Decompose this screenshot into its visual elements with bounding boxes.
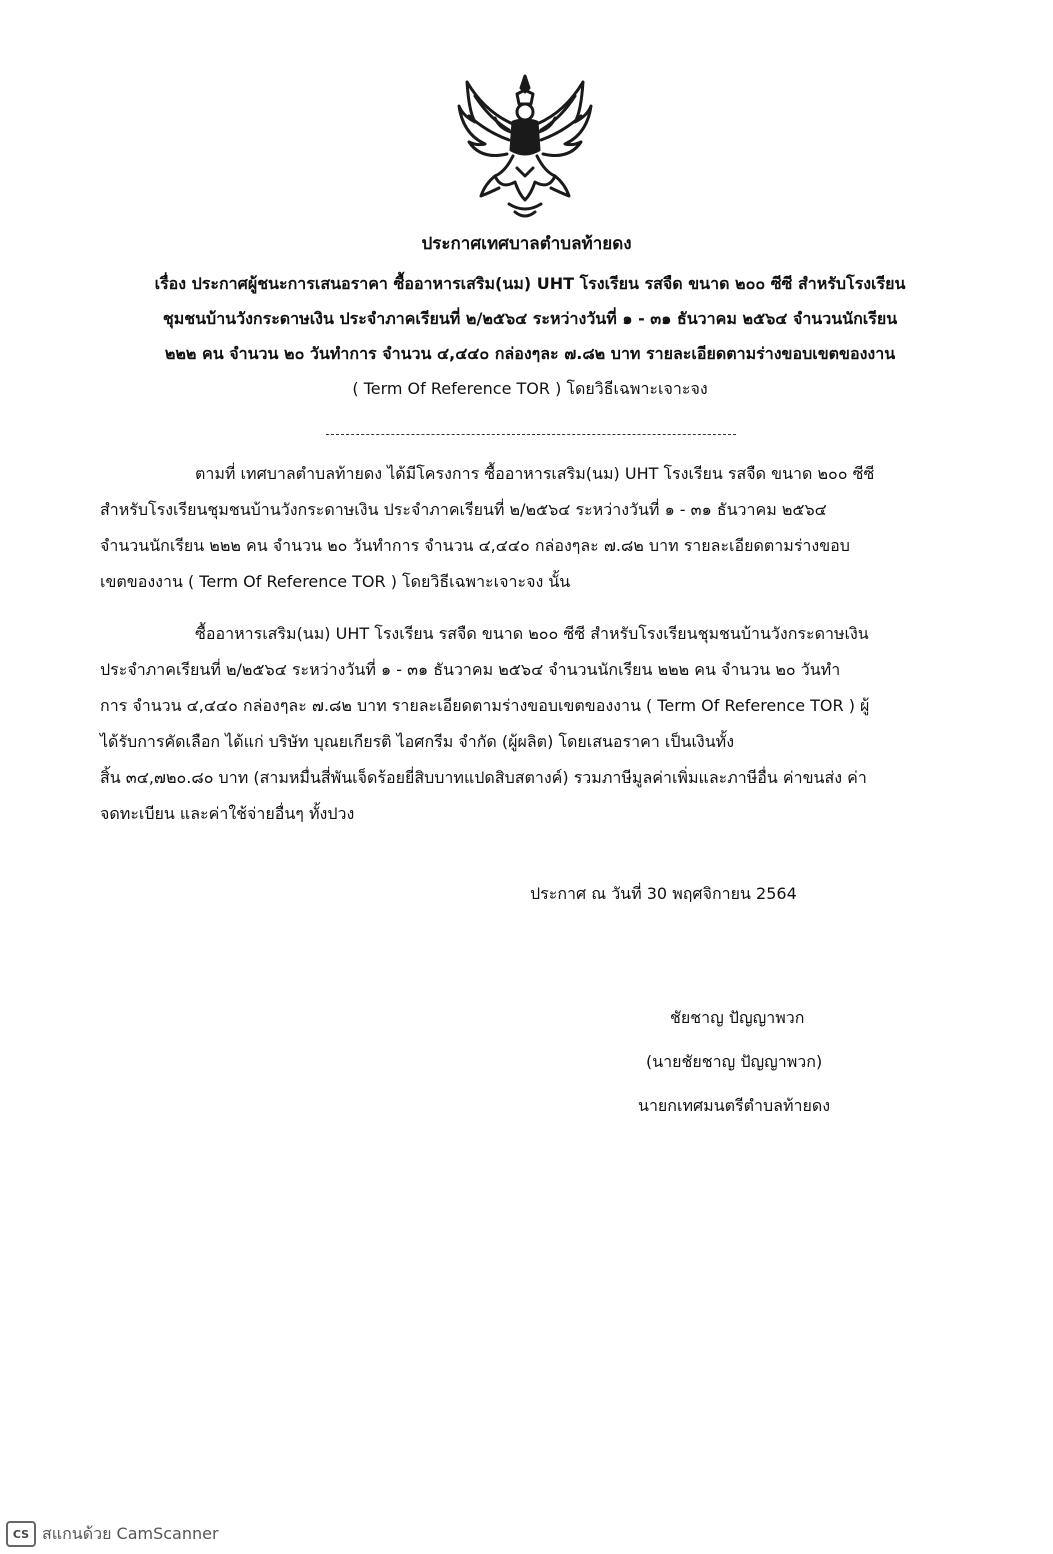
subject-line: ( Term Of Reference TOR ) โดยวิธีเฉพาะเจาะจง bbox=[352, 379, 708, 398]
paragraph-line: ซื้ออาหารเสริม(นม) UHT โรงเรียน รสจืด ขนาด ๒๐๐ ซีซี สำหรับโรงเรียนชุมชนบ้านวังกระดาษเงิน bbox=[195, 624, 869, 643]
paragraph-line: สิ้น ๓๔,๗๒๐.๘๐ บาท (สามหมื่นสี่พันเจ็ดร้อยยี่สิบบาทแปดสิบสตางค์) รวมภาษีมูลค่าเพิ่มและภาษีอื่น ค่าขนส่ง ค่า bbox=[100, 768, 867, 787]
paragraph-line: จำนวนนักเรียน ๒๒๒ คน จำนวน ๒๐ วันทำการ จำนวน ๔,๔๔๐ กล่องๆละ ๗.๘๒ บาท รายละเอียดตามร่างขอบ bbox=[100, 536, 850, 555]
paragraph-1 bbox=[100, 456, 950, 600]
subject-block bbox=[105, 266, 955, 406]
paragraph-2 bbox=[100, 616, 950, 832]
garuda-emblem-icon bbox=[455, 72, 595, 222]
paragraph-line: ประจำภาคเรียนที่ ๒/๒๕๖๔ ระหว่างวันที่ ๑ - ๓๑ ธันวาคม ๒๕๖๔ จำนวนนักเรียน ๒๒๒ คน จำนวน ๒๐ วันทำ bbox=[100, 660, 841, 679]
subject-line: ชุมชนบ้านวังกระดาษเงิน ประจำภาคเรียนที่ ๒/๒๕๖๔ ระหว่างวันที่ ๑ - ๓๑ ธันวาคม ๒๕๖๔ จำนวนนักเรียน bbox=[162, 309, 898, 328]
paragraph-line: การ จำนวน ๔,๔๔๐ กล่องๆละ ๗.๘๒ บาท รายละเอียดตามร่างขอบเขตของงาน ( Term Of Reference TOR ) ผู้ bbox=[100, 696, 870, 715]
paragraph-line: สำหรับโรงเรียนชุมชนบ้านวังกระดาษเงิน ประจำภาคเรียนที่ ๒/๒๕๖๔ ระหว่างวันที่ ๑ - ๓๑ ธันวาคม ๒๕๖๔ bbox=[100, 500, 827, 519]
signature-full-name: (นายชัยชาญ ปัญญาพวก) bbox=[646, 1052, 823, 1071]
subject-line: ๒๒๒ คน จำนวน ๒๐ วันทำการ จำนวน ๔,๔๔๐ กล่องๆละ ๗.๘๒ บาท รายละเอียดตามร่างขอบเขตของงาน bbox=[164, 344, 896, 363]
subject-line: เรื่อง ประกาศผู้ชนะการเสนอราคา ซื้ออาหารเสริม(นม) UHT โรงเรียน รสจืด ขนาด ๒๐๐ ซีซี สำหรับโรงเรียน bbox=[154, 274, 906, 293]
scanner-text: สแกนด้วย CamScanner bbox=[42, 1523, 219, 1543]
camscanner-logo-icon: CS bbox=[6, 1521, 36, 1547]
announce-date: ประกาศ ณ วันที่ 30 พฤศจิกายน 2564 bbox=[530, 884, 797, 903]
paragraph-line: ได้รับการคัดเลือก ได้แก่ บริษัท บุณยเกียรติ ไอศกรีม จำกัด (ผู้ผลิต) โดยเสนอราคา เป็นเงินทั้ง bbox=[100, 732, 735, 751]
paragraph-line: ตามที่ เทศบาลตำบลท้ายดง ได้มีโครงการ ซื้ออาหารเสริม(นม) UHT โรงเรียน รสจืด ขนาด ๒๐๐ ซีซี bbox=[195, 464, 875, 483]
paragraph-line: จดทะเบียน และค่าใช้จ่ายอื่นๆ ทั้งปวง bbox=[100, 804, 355, 823]
divider-line bbox=[326, 434, 736, 435]
signature-name: ชัยชาญ ปัญญาพวก bbox=[670, 1008, 805, 1027]
scanner-watermark bbox=[6, 1521, 219, 1547]
paragraph-line: เขตของงาน ( Term Of Reference TOR ) โดยวิธีเฉพาะเจาะจง นั้น bbox=[100, 572, 571, 591]
signature-position: นายกเทศมนตรีตำบลท้ายดง bbox=[638, 1096, 831, 1115]
document-title: ประกาศเทศบาลตำบลท้ายดง bbox=[421, 234, 632, 254]
